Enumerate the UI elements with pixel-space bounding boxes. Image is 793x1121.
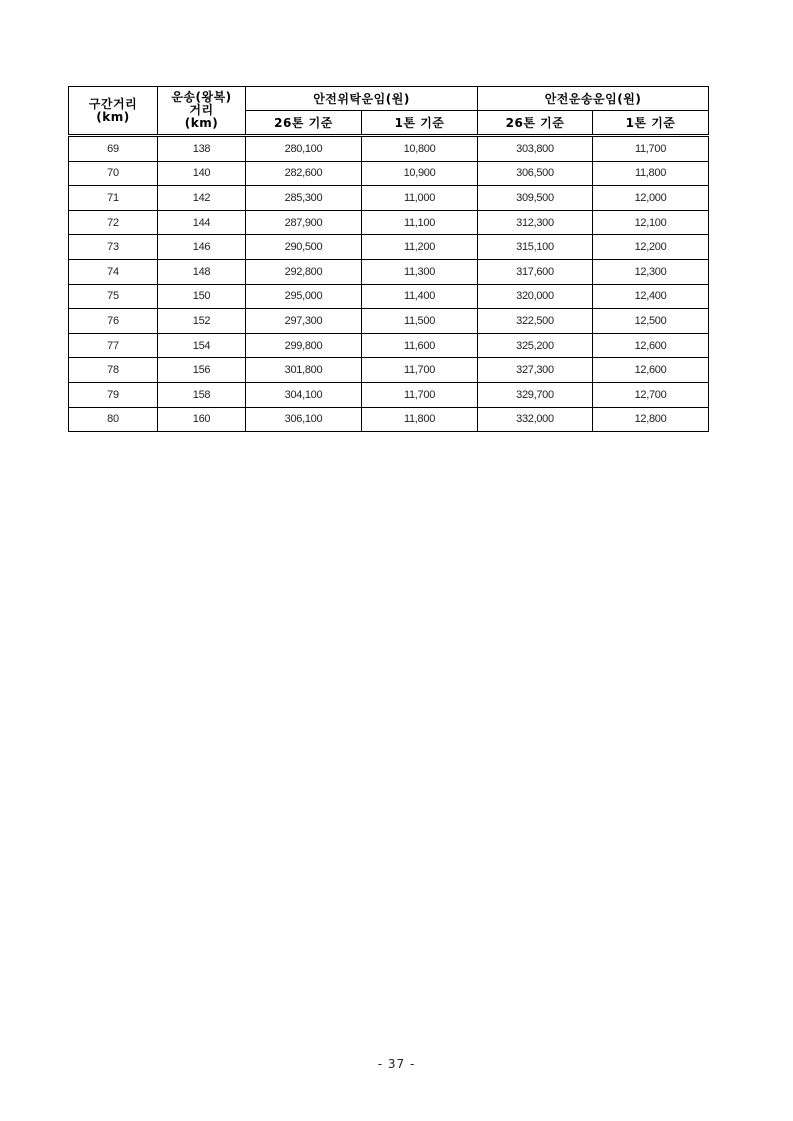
cell-transport-1t: 12,400 xyxy=(593,284,709,309)
cell-section-km: 79 xyxy=(69,382,158,407)
header-group-safety-consignment-fare: 안전위탁운임(원) xyxy=(246,87,478,111)
cell-round-trip-km: 150 xyxy=(158,284,246,309)
header-section-distance-unit: (km) xyxy=(96,109,130,124)
header-transport-distance-label: 운송(왕복) xyxy=(171,90,232,104)
cell-round-trip-km: 148 xyxy=(158,259,246,284)
header-consignment-26ton: 26톤 기준 xyxy=(246,111,362,136)
cell-consign-1t: 11,000 xyxy=(362,186,478,211)
cell-section-km: 72 xyxy=(69,210,158,235)
cell-section-km: 77 xyxy=(69,333,158,358)
cell-consign-26t: 282,600 xyxy=(246,161,362,186)
cell-transport-26t: 317,600 xyxy=(478,259,593,284)
table-row xyxy=(69,161,709,186)
table-header xyxy=(69,87,709,136)
cell-section-km: 80 xyxy=(69,407,158,432)
cell-section-km: 76 xyxy=(69,309,158,334)
cell-transport-26t: 303,800 xyxy=(478,136,593,162)
cell-transport-1t: 12,100 xyxy=(593,210,709,235)
header-transport-distance-label2: 거리 xyxy=(189,103,214,117)
header-row-groups xyxy=(69,87,709,111)
cell-round-trip-km: 156 xyxy=(158,358,246,383)
table-row xyxy=(69,210,709,235)
cell-round-trip-km: 138 xyxy=(158,136,246,162)
cell-consign-1t: 11,700 xyxy=(362,382,478,407)
cell-transport-26t: 312,300 xyxy=(478,210,593,235)
table-row xyxy=(69,235,709,260)
cell-transport-1t: 12,600 xyxy=(593,358,709,383)
cell-transport-1t: 12,600 xyxy=(593,333,709,358)
header-consignment-1ton: 1톤 기준 xyxy=(362,111,478,136)
cell-consign-1t: 10,900 xyxy=(362,161,478,186)
cell-transport-26t: 322,500 xyxy=(478,309,593,334)
cell-consign-1t: 11,700 xyxy=(362,358,478,383)
table-row xyxy=(69,284,709,309)
cell-transport-26t: 327,300 xyxy=(478,358,593,383)
cell-round-trip-km: 160 xyxy=(158,407,246,432)
cell-section-km: 74 xyxy=(69,259,158,284)
cell-consign-1t: 11,600 xyxy=(362,333,478,358)
cell-consign-1t: 11,100 xyxy=(362,210,478,235)
cell-consign-1t: 11,800 xyxy=(362,407,478,432)
cell-section-km: 75 xyxy=(69,284,158,309)
cell-round-trip-km: 154 xyxy=(158,333,246,358)
cell-consign-26t: 304,100 xyxy=(246,382,362,407)
cell-transport-1t: 12,000 xyxy=(593,186,709,211)
cell-round-trip-km: 144 xyxy=(158,210,246,235)
page-number: - 37 - xyxy=(377,1057,416,1071)
cell-transport-26t: 315,100 xyxy=(478,235,593,260)
table-body xyxy=(69,136,709,432)
header-group-safety-transport-fare: 안전운송운임(원) xyxy=(478,87,709,111)
cell-consign-26t: 299,800 xyxy=(246,333,362,358)
cell-consign-26t: 290,500 xyxy=(246,235,362,260)
cell-consign-1t: 11,300 xyxy=(362,259,478,284)
cell-consign-26t: 297,300 xyxy=(246,309,362,334)
cell-transport-26t: 309,500 xyxy=(478,186,593,211)
cell-consign-26t: 285,300 xyxy=(246,186,362,211)
cell-consign-1t: 10,800 xyxy=(362,136,478,162)
cell-round-trip-km: 152 xyxy=(158,309,246,334)
header-transport-distance xyxy=(158,87,246,136)
cell-consign-26t: 287,900 xyxy=(246,210,362,235)
cell-section-km: 78 xyxy=(69,358,158,383)
cell-consign-26t: 295,000 xyxy=(246,284,362,309)
cell-section-km: 71 xyxy=(69,186,158,211)
cell-round-trip-km: 146 xyxy=(158,235,246,260)
fare-table xyxy=(68,86,709,432)
table-row xyxy=(69,358,709,383)
cell-transport-26t: 325,200 xyxy=(478,333,593,358)
table-row xyxy=(69,333,709,358)
cell-transport-1t: 12,500 xyxy=(593,309,709,334)
cell-section-km: 73 xyxy=(69,235,158,260)
table-row xyxy=(69,309,709,334)
table-row xyxy=(69,186,709,211)
cell-transport-1t: 12,200 xyxy=(593,235,709,260)
cell-consign-1t: 11,500 xyxy=(362,309,478,334)
cell-transport-26t: 320,000 xyxy=(478,284,593,309)
cell-round-trip-km: 158 xyxy=(158,382,246,407)
cell-consign-26t: 306,100 xyxy=(246,407,362,432)
table-row xyxy=(69,407,709,432)
table-row xyxy=(69,259,709,284)
cell-consign-26t: 292,800 xyxy=(246,259,362,284)
header-section-distance xyxy=(69,87,158,136)
cell-transport-26t: 332,000 xyxy=(478,407,593,432)
cell-transport-1t: 11,700 xyxy=(593,136,709,162)
cell-consign-26t: 280,100 xyxy=(246,136,362,162)
cell-transport-1t: 11,800 xyxy=(593,161,709,186)
cell-transport-26t: 306,500 xyxy=(478,161,593,186)
header-transport-distance-unit: (km) xyxy=(184,116,219,130)
cell-section-km: 69 xyxy=(69,136,158,162)
cell-round-trip-km: 142 xyxy=(158,186,246,211)
cell-consign-1t: 11,200 xyxy=(362,235,478,260)
table-row xyxy=(69,382,709,407)
cell-consign-26t: 301,800 xyxy=(246,358,362,383)
header-transport-1ton: 1톤 기준 xyxy=(593,111,709,136)
cell-transport-1t: 12,800 xyxy=(593,407,709,432)
cell-transport-1t: 12,300 xyxy=(593,259,709,284)
cell-transport-26t: 329,700 xyxy=(478,382,593,407)
header-transport-26ton: 26톤 기준 xyxy=(478,111,593,136)
cell-transport-1t: 12,700 xyxy=(593,382,709,407)
header-section-distance-label: 구간거리 xyxy=(88,96,138,111)
cell-consign-1t: 11,400 xyxy=(362,284,478,309)
table-row xyxy=(69,136,709,162)
cell-round-trip-km: 140 xyxy=(158,161,246,186)
cell-section-km: 70 xyxy=(69,161,158,186)
